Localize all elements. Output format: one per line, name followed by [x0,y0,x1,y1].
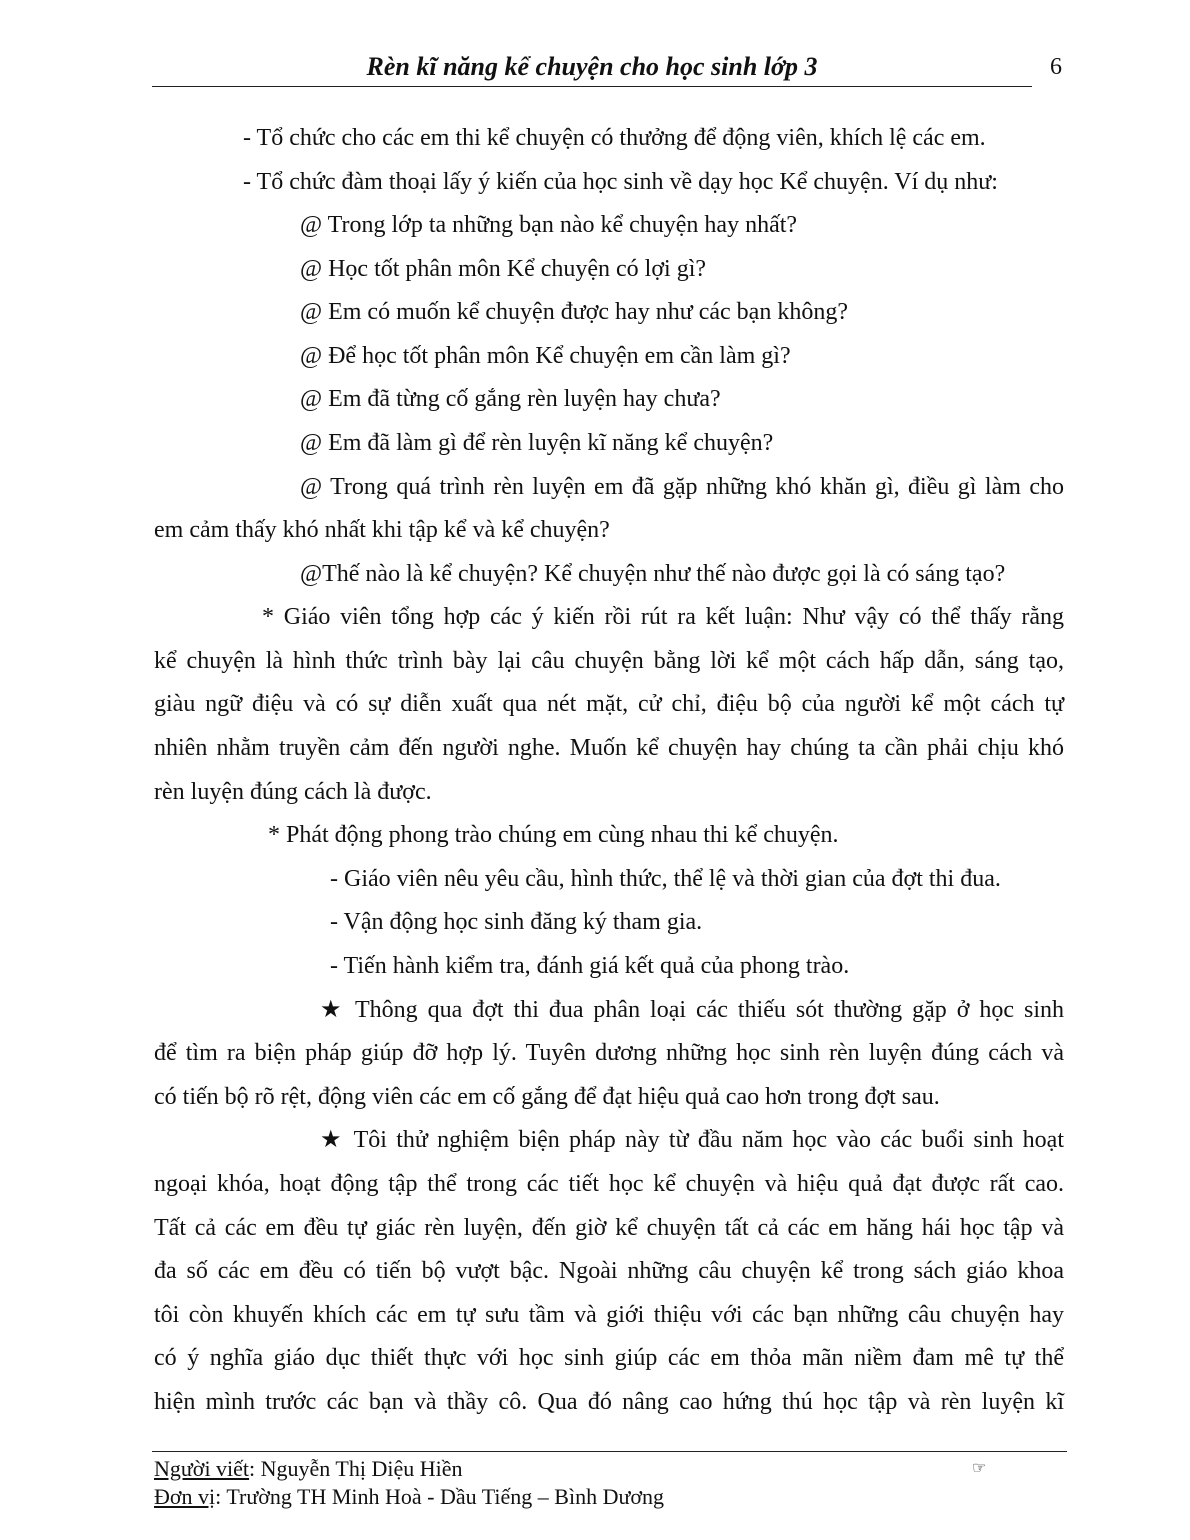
footer-unit-label: Đơn vị [154,1484,216,1509]
question-item: @ Trong lớp ta những bạn nào kể chuyện hay nhất? [300,212,798,238]
body-line: - Vận động học sinh đăng ký tham gia. [330,909,703,935]
paragraph-line: để tìm ra biện pháp giúp đỡ hợp lý. Tuyên dương những học sinh rèn luyện đúng cách và [154,1040,1064,1066]
body-line: - Tiến hành kiểm tra, đánh giá kết quả của phong trào. [330,953,850,979]
page-number: 6 [1050,54,1062,80]
body-line: - Giáo viên nêu yêu cầu, hình thức, thể lệ và thời gian của đợt thi đua. [330,866,1001,892]
paragraph-line: hiện mình trước các bạn và thầy cô. Qua đó nâng cao hứng thú học tập và rèn luyện kĩ [154,1389,1064,1415]
paragraph-line: ngoại khóa, hoạt động tập thể trong các tiết học kể chuyện và hiệu quả đạt được rất cao. [154,1171,1064,1197]
body-line: - Tổ chức cho các em thi kể chuyện có thưởng để động viên, khích lệ các em. [243,125,986,151]
paragraph-line: * Giáo viên tổng hợp các ý kiến rồi rút ra kết luận: Như vậy có thể thấy rằng [262,604,1064,630]
question-item: @ Để học tốt phân môn Kể chuyện em cần làm gì? [300,343,791,369]
paragraph-line: đa số các em đều có tiến bộ vượt bậc. Ngoài những câu chuyện kể trong sách giáo khoa [154,1258,1064,1284]
body-line: - Tổ chức đàm thoại lấy ý kiến của học sinh về dạy học Kể chuyện. Ví dụ như: [243,169,998,195]
body-line: * Phát động phong trào chúng em cùng nhau thi kể chuyện. [268,822,839,848]
paragraph-line: rèn luyện đúng cách là được. [154,779,432,805]
footer-unit-value: : Trường TH Minh Hoà - Dầu Tiếng – Bình Dương [215,1484,665,1509]
paragraph-line: có ý nghĩa giáo dục thiết thực với học sinh giúp các em thỏa mãn niềm đam mê tự thể [154,1345,1064,1371]
pointing-hand-icon: ☞ [972,1460,987,1477]
paragraph-line: kể chuyện là hình thức trình bày lại câu chuyện bằng lời kể một cách hấp dẫn, sáng tạo, [154,648,1064,674]
footer-author-label: Người viết [154,1456,250,1481]
footer-unit [154,1484,664,1510]
paragraph-line: ★ Thông qua đợt thi đua phân loại các thiếu sót thường gặp ở học sinh [320,997,1064,1023]
question-item: @ Em đã làm gì để rèn luyện kĩ năng kể chuyện? [300,430,774,456]
footer-author [154,1456,463,1482]
header-title: Rèn kĩ năng kể chuyện cho học sinh lớp 3 [366,52,818,81]
footer-divider [152,1451,1067,1452]
paragraph-line: ★ Tôi thử nghiệm biện pháp này từ đầu năm học vào các buổi sinh hoạt [320,1127,1064,1153]
paragraph-line: nhiên nhằm truyền cảm đến người nghe. Muốn kể chuyện hay chúng ta cần phải chịu khó [154,735,1064,761]
paragraph-line: Tất cả các em đều tự giác rèn luyện, đến giờ kể chuyện tất cả các em hăng hái học tập và [154,1215,1064,1241]
question-item: @ Học tốt phân môn Kể chuyện có lợi gì? [300,256,707,282]
paragraph-line: tôi còn khuyến khích các em tự sưu tầm và giới thiệu với các bạn những câu chuyện hay [154,1302,1064,1328]
body-line: em cảm thấy khó nhất khi tập kể và kể chuyện? [154,517,610,543]
header-divider [152,86,1032,87]
paragraph-line: giàu ngữ điệu và có sự diễn xuất qua nét mặt, cử chỉ, điệu bộ của người kể một cách tự [154,691,1064,717]
footer-author-value: : Nguyễn Thị Diệu Hiền [249,1456,463,1481]
question-item: @ Em có muốn kể chuyện được hay như các bạn không? [300,299,848,325]
question-item: @ Em đã từng cố gắng rèn luyện hay chưa? [300,386,721,412]
question-item: @Thế nào là kể chuyện? Kể chuyện như thế nào được gọi là có sáng tạo? [300,561,1006,587]
question-item: @ Trong quá trình rèn luyện em đã gặp những khó khăn gì, điều gì làm cho [300,474,1064,500]
paragraph-line: có tiến bộ rõ rệt, động viên các em cố gắng để đạt hiệu quả cao hơn trong đợt sau. [154,1084,940,1110]
